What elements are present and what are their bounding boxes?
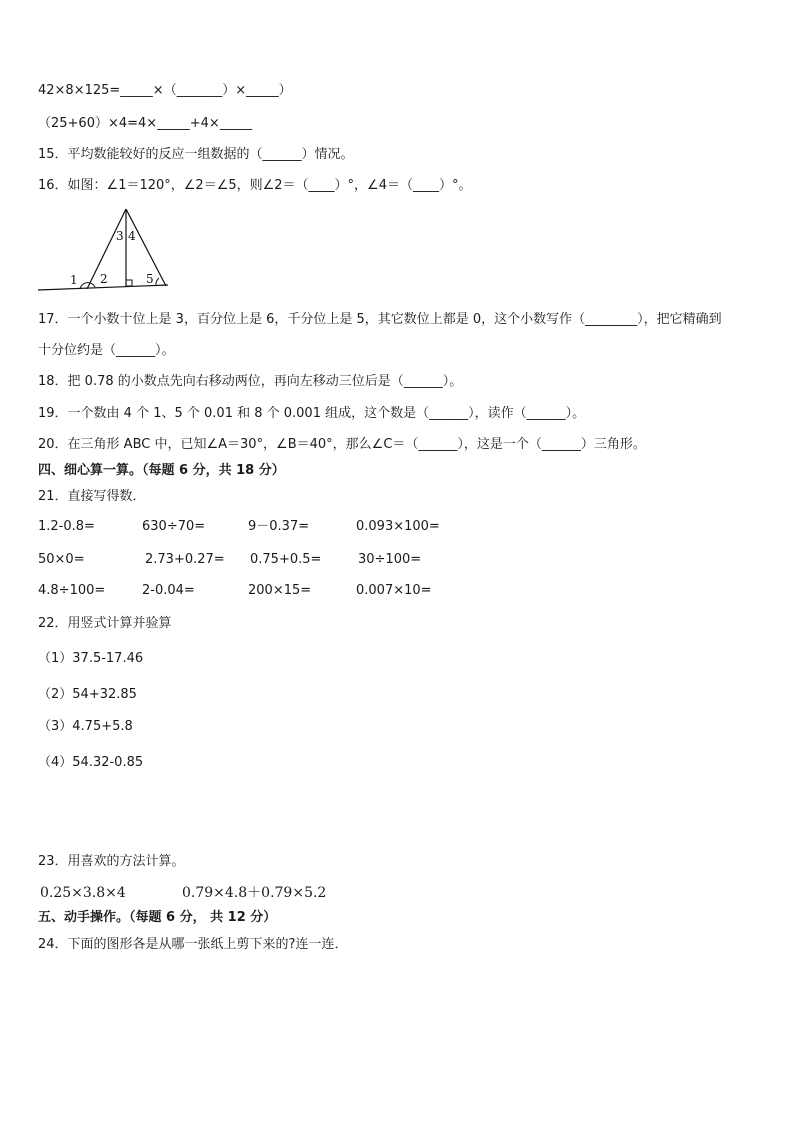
triangle-figure	[38, 205, 178, 295]
math-item: 2-0.04=	[142, 583, 195, 598]
angle-label-2: 2	[100, 272, 108, 286]
math-item: 0.007×10=	[356, 583, 432, 598]
line-25plus60: （25+60）×4=4×_____+4×_____	[38, 116, 253, 131]
question-17-line1: 17．一个小数十位上是 3，百分位上是 6，千分位上是 5，其它数位上都是 0，这个小数写作（________），把它精确到	[38, 312, 722, 327]
math-item: 0.093×100=	[356, 519, 440, 534]
question-22-item-3: （3）4.75+5.8	[38, 719, 133, 734]
question-17-line2: 十分位约是（______）。	[38, 343, 175, 358]
question-22-item-2: （2）54+32.85	[38, 687, 137, 702]
question-19: 19．一个数由 4 个 1、5 个 0.01 和 8 个 0.001 组成，这个数是（______），读作（______）。	[38, 406, 586, 421]
math-item: 1.2-0.8=	[38, 519, 95, 534]
question-22-item-4: （4）54.32-0.85	[38, 755, 144, 770]
math-item: 50×0=	[38, 552, 85, 567]
angle-label-4: 4	[128, 229, 136, 243]
question-20: 20．在三角形 ABC 中，已知∠A＝30°，∠B＝40°，那么∠C＝（______），这是一个（______）三角形。	[38, 437, 646, 452]
question-23: 23．用喜欢的方法计算。	[38, 854, 185, 869]
math-item: 0.75+0.5=	[250, 552, 322, 567]
question-16: 16．如图：∠1＝120°，∠2＝∠5，则∠2＝（____）°，∠4＝（____）°。	[38, 178, 472, 193]
math-item: 630÷70=	[142, 519, 206, 534]
question-24: 24．下面的图形各是从哪一张纸上剪下来的?连一连．	[38, 937, 348, 952]
math-item: 200×15=	[248, 583, 312, 598]
question-21: 21．直接写得数．	[38, 489, 146, 504]
section-4-heading: 四、细心算一算。（每题 6 分，共 18 分）	[38, 463, 285, 478]
question-15: 15．平均数能较好的反应一组数据的（______）情况。	[38, 147, 354, 162]
question-23-expr-a: 0.25×3.8×4	[40, 885, 126, 901]
angle-label-3: 3	[116, 229, 124, 243]
angle-label-5: 5	[146, 272, 154, 286]
math-item: 9－0.37=	[248, 519, 310, 534]
question-22: 22．用竖式计算并验算	[38, 616, 172, 631]
math-item: 30÷100=	[358, 552, 422, 567]
question-18: 18．把 0.78 的小数点先向右移动两位，再向左移动三位后是（______）。	[38, 374, 463, 389]
section-5-heading: 五、动手操作。（每题 6 分， 共 12 分）	[38, 910, 277, 925]
math-item: 2.73+0.27=	[145, 552, 225, 567]
question-22-item-1: （1）37.5-17.46	[38, 651, 144, 666]
math-item: 4.8÷100=	[38, 583, 106, 598]
line-42x8x125: 42×8×125=_____×（_______）×_____）	[38, 83, 292, 98]
question-23-expr-b: 0.79×4.8＋0.79×5.2	[182, 885, 327, 901]
angle-label-1: 1	[70, 273, 78, 287]
